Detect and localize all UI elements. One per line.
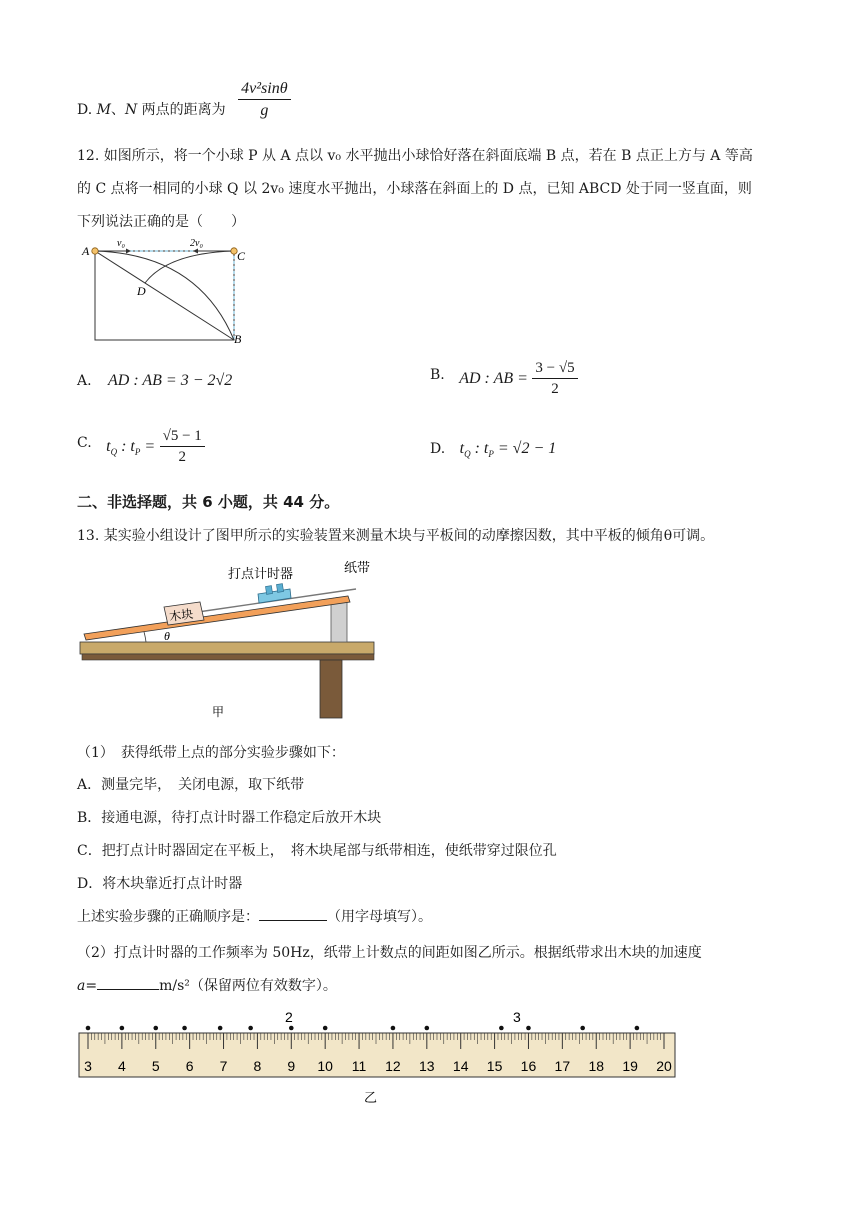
- block-label: 木块: [168, 606, 195, 625]
- q12-option-b-fraction: [532, 360, 577, 398]
- q12-label-b: B: [234, 332, 242, 346]
- ruler-body: [79, 1033, 675, 1077]
- tape-dot: [391, 1026, 396, 1031]
- timer-post-1: [265, 586, 272, 595]
- q12-point-a: [92, 248, 98, 254]
- prev-option-d-text: 两点的距离为: [137, 102, 226, 118]
- ruler-number: 6: [185, 1058, 194, 1074]
- q12-option-a-expr: AD : AB = 3 − 2√2: [108, 372, 233, 389]
- tape-dot: [218, 1026, 223, 1031]
- q12-option-d-t1: t: [459, 440, 465, 457]
- ruler-number: 14: [452, 1058, 469, 1074]
- q13-part2-line2: [77, 975, 337, 995]
- timer-base: [258, 589, 291, 603]
- ruler-number: 3: [84, 1058, 92, 1074]
- table-edge: [82, 654, 374, 660]
- prev-option-d-numerator: 4v²sinθ: [238, 80, 290, 100]
- ruler-number: 17: [554, 1058, 571, 1074]
- ruler-number: 20: [656, 1058, 672, 1074]
- q12-option-b-label: B.: [430, 367, 445, 383]
- inclined-board: [84, 596, 350, 640]
- tape-dot: [499, 1026, 504, 1031]
- q13-step-c: C．把打点计时器固定在平板上， 将木块尾部与纸带相连，使纸带穿过限位孔: [77, 843, 557, 859]
- q12-arrowhead-v0: [126, 249, 131, 254]
- support-post: [331, 600, 347, 642]
- q12-line3: 下列说法正确的是（ ）: [77, 214, 245, 230]
- tape-dot: [289, 1026, 294, 1031]
- ruler-number: 18: [588, 1058, 605, 1074]
- table-top: [80, 642, 374, 654]
- caption-yi: 乙: [364, 1091, 378, 1106]
- q12-label-2v0: 2v₀: [190, 238, 203, 249]
- q13-step-d: D．将木块靠近打点计时器: [77, 876, 243, 892]
- q12-option-b-den: 2: [551, 381, 559, 397]
- ruler-number: 19: [622, 1058, 638, 1074]
- q12-label-d: D: [137, 284, 146, 298]
- tape-label: 纸带: [344, 561, 371, 576]
- q12-option-c-num: √5 − 1: [160, 428, 205, 447]
- theta-label: θ: [164, 629, 170, 643]
- prev-option-d-sep: 、: [110, 102, 125, 118]
- ruler-mark-2: 2: [285, 1009, 293, 1025]
- ruler-number: 10: [317, 1058, 333, 1074]
- prev-option-d: [77, 80, 291, 124]
- theta-arc: [144, 632, 146, 642]
- tape-dot: [635, 1026, 640, 1031]
- q12-arrowhead-2v0: [193, 249, 198, 254]
- q12-option-d-label: D.: [430, 441, 446, 457]
- tape-dot: [182, 1026, 187, 1031]
- ruler-number: 11: [351, 1058, 367, 1074]
- ruler-number: 16: [520, 1058, 537, 1074]
- q13-order-pre: 上述实验步骤的正确顺序是：: [77, 909, 259, 925]
- q12-option-a-label: A.: [77, 373, 92, 389]
- q13-step-b: B．接通电源，待打点计时器工作稳定后放开木块: [77, 810, 382, 826]
- q12-line2: 的 C 点将一相同的小球 Q 以 2v₀ 速度水平抛出，小球落在斜面上的 D 点，已知 ABCD 处于同一竖直面，则: [77, 181, 752, 197]
- q12-option-a[interactable]: [77, 372, 232, 390]
- q12-option-c-den: 2: [178, 449, 186, 465]
- prev-option-d-fraction: [238, 80, 290, 120]
- prev-option-d-prefix: D.: [77, 102, 97, 118]
- q13-accel-blank[interactable]: [97, 976, 159, 990]
- q12-label-v0: v₀: [117, 238, 125, 249]
- q12-label-a: A: [82, 244, 90, 258]
- q12-trajectory-q: [145, 251, 234, 283]
- ruler-number: 15: [486, 1058, 503, 1074]
- q12-option-c-sub1: Q: [110, 447, 118, 458]
- q12-option-d-mid: : t: [470, 440, 489, 457]
- timer-post-2: [276, 584, 283, 593]
- q12-option-c-fraction: [160, 428, 205, 466]
- tape-dot: [323, 1026, 328, 1031]
- ruler-dots: [86, 1026, 639, 1031]
- q13-part2-line1: （2）打点计时器的工作频率为 50Hz，纸带上计数点的间距如图乙所示。根据纸带求出木块的加速度: [77, 945, 702, 961]
- ruler-number: 8: [253, 1058, 262, 1074]
- q12-option-c-eq: =: [140, 438, 156, 455]
- q12-option-d-rhs: = √2 − 1: [493, 440, 557, 457]
- q12-option-c-sub2: P: [134, 447, 141, 458]
- prev-option-d-n: N: [124, 102, 138, 118]
- ruler-number: 7: [219, 1058, 228, 1074]
- tape-dot: [86, 1026, 91, 1031]
- q13-intro: 13. 某实验小组设计了图甲所示的实验装置来测量木块与平板间的动摩擦因数，其中平板的倾角θ可调。: [77, 528, 715, 544]
- q13-order-blank[interactable]: [259, 907, 327, 921]
- q12-option-b[interactable]: [430, 360, 578, 398]
- q13-part2-unit: m/s²（保留两位有效数字）。: [159, 978, 337, 994]
- q13-order-line: [77, 906, 432, 926]
- ruler-number: 5: [151, 1058, 160, 1074]
- q12-option-c[interactable]: [77, 428, 205, 466]
- q12-option-c-mid: : t: [117, 438, 135, 455]
- tape-dot: [526, 1026, 531, 1031]
- tape-dot: [425, 1026, 430, 1031]
- section-2-title: 二、非选择题，共 6 小题，共 44 分。: [77, 493, 340, 511]
- tape-dot: [153, 1026, 158, 1031]
- caption-jia: 甲: [212, 705, 225, 719]
- q12-slope: [95, 251, 234, 340]
- tape-dot: [120, 1026, 125, 1031]
- q13-figure-jia: [78, 556, 378, 722]
- q13-figure-yi: [76, 1008, 678, 1108]
- q12-option-c-t1: t: [106, 438, 111, 455]
- tape-dot: [248, 1026, 253, 1031]
- prev-option-d-m: M: [96, 102, 111, 118]
- table-leg: [320, 660, 342, 718]
- tape-dot: [580, 1026, 585, 1031]
- q13-part2-eq: =: [85, 978, 98, 994]
- ruler-number: 12: [385, 1058, 401, 1074]
- q12-option-d-sub1: Q: [464, 449, 471, 460]
- ruler-number: 4: [117, 1058, 126, 1074]
- q12-line1: 12. 如图所示，将一个小球 P 从 A 点以 v₀ 水平抛出小球恰好落在斜面底端 B 点，若在 B 点正上方与 A 等高: [77, 148, 753, 164]
- timer-label: 打点计时器: [228, 567, 294, 582]
- q13-part1: （1） 获得纸带上点的部分实验步骤如下：: [77, 745, 345, 761]
- q12-option-c-label: C.: [77, 435, 92, 451]
- ruler-number: 9: [287, 1058, 296, 1074]
- q12-option-d[interactable]: [430, 440, 556, 459]
- q13-part2-a: a: [77, 978, 86, 994]
- q12-option-b-num: 3 − √5: [532, 360, 577, 379]
- q13-order-post: （用字母填写）。: [327, 909, 432, 925]
- q13-step-a: A．测量完毕， 关闭电源，取下纸带: [77, 777, 305, 793]
- q12-label-c: C: [237, 249, 246, 263]
- q12-option-d-sub2: P: [488, 449, 494, 460]
- q12-figure: [78, 232, 248, 350]
- ruler-number: 13: [419, 1058, 435, 1074]
- ruler-mark-3: 3: [513, 1009, 521, 1025]
- prev-option-d-denominator: g: [260, 102, 269, 119]
- q12-option-b-lhs: AD : AB =: [459, 370, 528, 387]
